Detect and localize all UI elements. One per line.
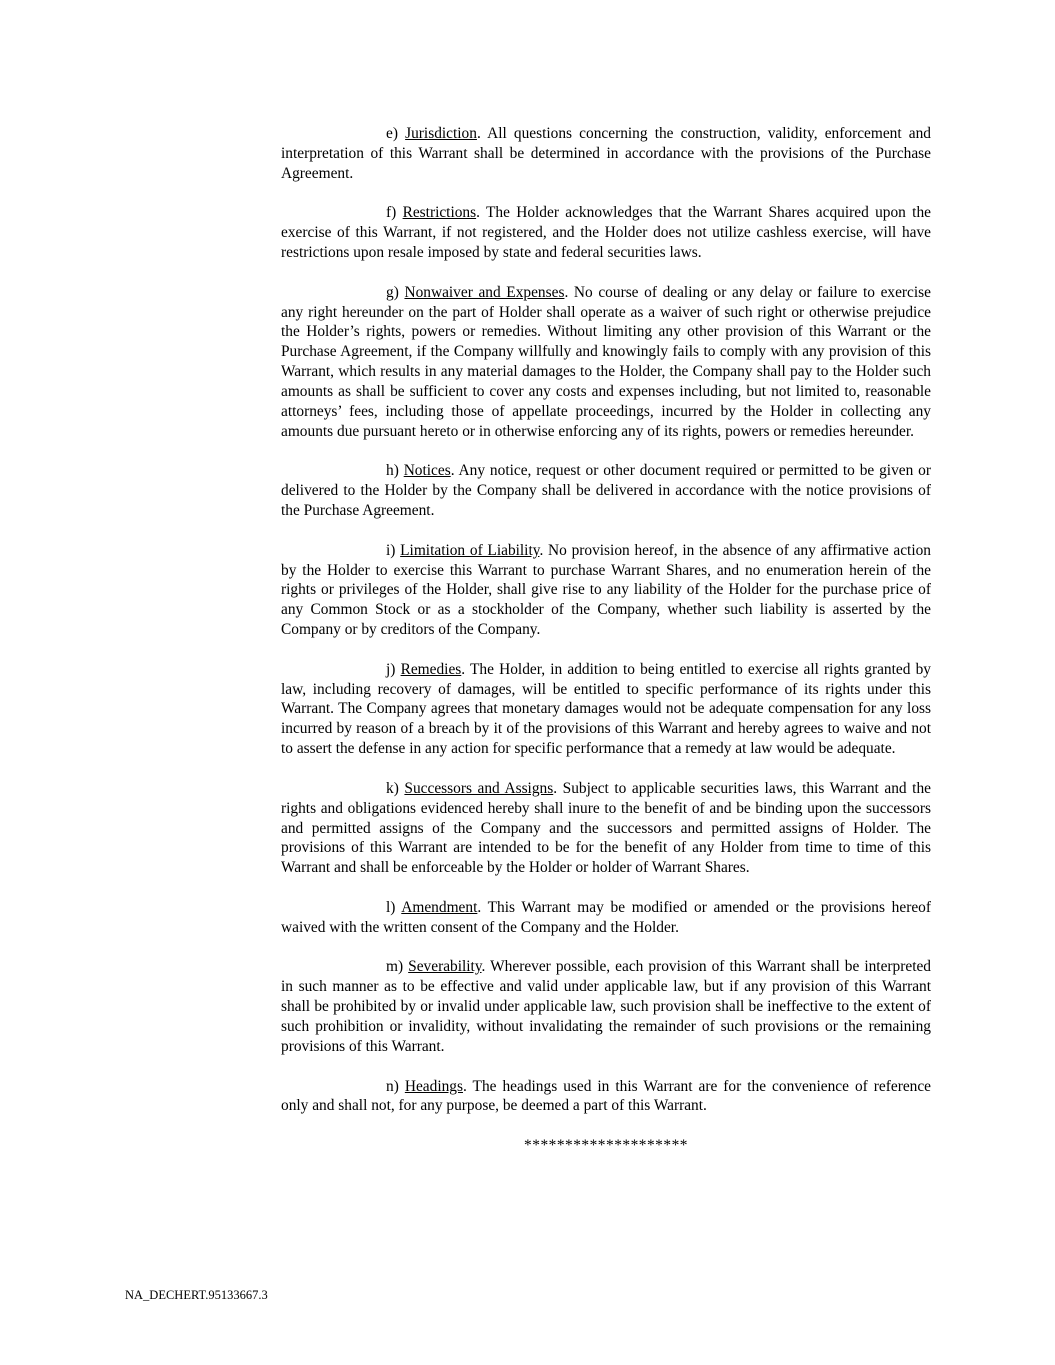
section-notices: [281, 461, 931, 521]
section-remedies: [281, 660, 931, 759]
section-heading: Headings: [404, 1077, 463, 1095]
section-amendment: [281, 898, 931, 938]
section-heading: Nonwaiver and Expenses: [404, 283, 565, 301]
section-letter: i): [386, 541, 396, 559]
section-jurisdiction: [281, 124, 931, 184]
section-letter: e): [386, 125, 398, 142]
section-text: . The Holder acknowledges that the Warrant Shares acquired upon the exercise of this Warrant, if not registered, and the Holder does not utilize cashless exercise, will have restrictions upon resale imposed by state and federal securities laws.: [281, 204, 931, 262]
section-letter: f): [386, 204, 397, 222]
section-heading: Restrictions: [402, 204, 477, 222]
section-successors-and-assigns: [281, 779, 931, 878]
section-severability: [281, 957, 931, 1056]
end-separator: ********************: [524, 1137, 688, 1155]
section-text: . No course of dealing or any delay or failure to exercise any right hereunder on the part of Holder shall operate as a waiver of such right or otherwise prejudice the Holder’s rights, powers or remedies. Without limiting any other provision of this Warrant or the Purchase Agreement, if the Company willfully and knowingly fails to comply with any provision of this Warrant, which results in any material damages to the Holder, the Company shall pay to the Holder such amounts as shall be sufficient to cover any costs and expenses including, but not limited to, reasonable attorneys’ fees, including those of appellate proceedings, incurred by the Holder in collecting any amounts due pursuant hereto or in otherwise enforcing any of its rights, powers or remedies hereunder.: [281, 283, 931, 440]
section-text: . The headings used in this Warrant are for the convenience of reference only and shall not, for any purpose, be deemed a part of this Warrant.: [281, 1077, 932, 1115]
section-heading: Remedies: [400, 660, 462, 678]
section-letter: l): [386, 898, 396, 916]
section-text: . Any notice, request or other document required or permitted to be given or delivered to the Holder by the Company shall be delivered in accordance with the notice provisions of the Purchase Agreement.: [281, 462, 931, 520]
section-heading: Amendment: [401, 898, 478, 916]
section-letter: m): [386, 958, 404, 976]
section-text: . Wherever possible, each provision of this Warrant shall be interpreted in such manner as to be effective and valid under applicable law, but if any provision of this Warrant shall be prohibited by or invalid under applicable law, such provision shall be ineffective to the extent of such prohibition or invalidity, without invalidating the remainder of such provisions or the remaining provisions of this Warrant.: [281, 958, 931, 1055]
section-heading: Severability: [408, 958, 482, 976]
section-heading: Successors and Assigns: [404, 779, 554, 797]
section-restrictions: [281, 203, 931, 263]
section-letter: n): [386, 1077, 399, 1095]
section-letter: h): [386, 462, 399, 480]
section-heading: Jurisdiction: [405, 125, 477, 142]
section-text: . This Warrant may be modified or amended or the provisions hereof waived with the written consent of the Company and the Holder.: [281, 898, 931, 936]
section-text: . All questions concerning the construction, validity, enforcement and interpretation of this Warrant shall be determined in accordance with the provisions of the Purchase Agreement.: [281, 125, 931, 182]
section-text: . The Holder, in addition to being entitled to exercise all rights granted by law, including recovery of damages, will be entitled to specific performance of its rights under this Warrant. The Company agrees that monetary damages would not be adequate compensation for any loss incurred by reason of a breach by it of the provisions of this Warrant and hereby agrees to waive and not to assert the defense in any action for specific performance that a remedy at law would be adequate.: [281, 660, 931, 758]
section-nonwaiver-and-expenses: [281, 283, 931, 442]
section-headings: [281, 1077, 931, 1117]
document-body: [281, 124, 931, 1156]
section-letter: g): [386, 283, 399, 301]
section-letter: j): [386, 660, 396, 678]
section-text: . Subject to applicable securities laws, this Warrant and the rights and obligations evidenced hereby shall inure to the benefit of and be binding upon the successors and permitted assigns of the Company and the successors and permitted assigns of Holder. The provisions of this Warrant are intended to be for the benefit of any Holder from time to time of this Warrant and shall be enforceable by the Holder or holder of Warrant Shares.: [281, 779, 931, 877]
section-text: . No provision hereof, in the absence of any affirmative action by the Holder to exercise this Warrant to purchase Warrant Shares, and no enumeration herein of the rights or privileges of the Holder, shall give rise to any liability of the Holder for the purchase price of any Common Stock or as a stockholder of the Company, whether such liability is asserted by the Company or by creditors of the Company.: [281, 541, 931, 639]
section-heading: Limitation of Liability: [400, 541, 540, 559]
section-limitation-of-liability: [281, 541, 931, 640]
section-letter: k): [386, 779, 399, 797]
section-heading: Notices: [403, 462, 451, 480]
footer-doc-id: NA_DECHERT.95133667.3: [125, 1288, 268, 1302]
